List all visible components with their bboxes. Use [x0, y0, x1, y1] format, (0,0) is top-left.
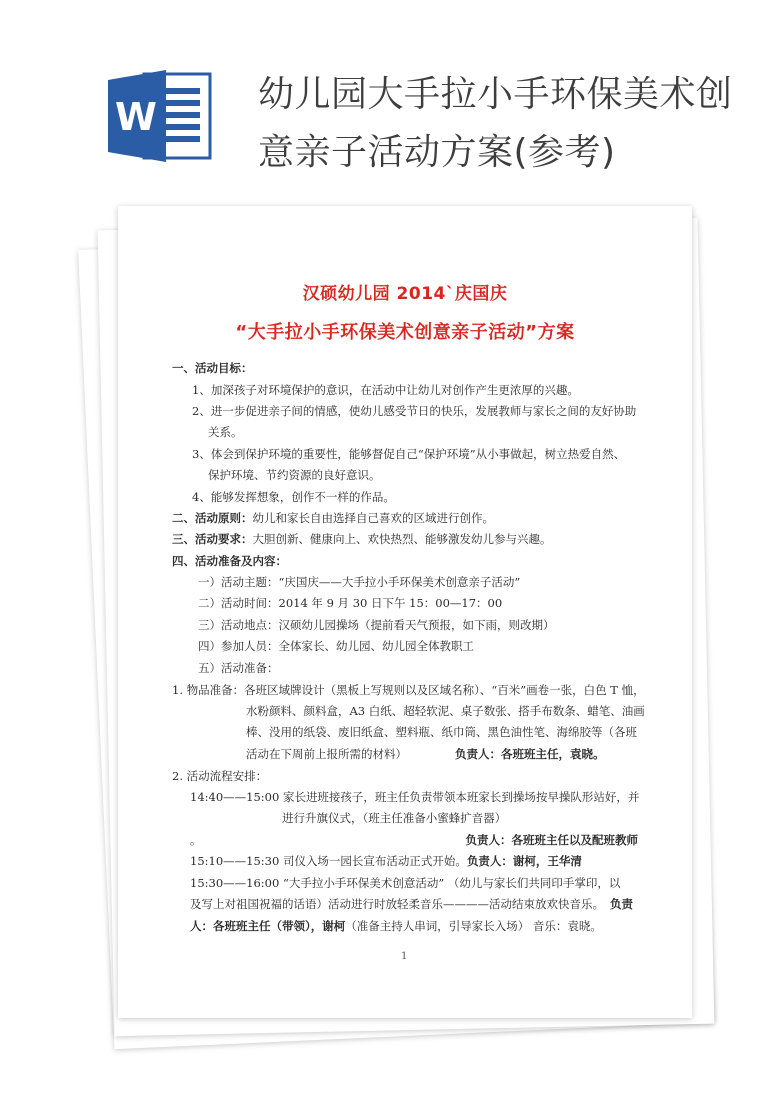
body-line: 进行升旗仪式，（班主任准备小蜜蜂扩音器）: [282, 811, 507, 825]
section-heading: 三、活动要求：: [172, 532, 253, 546]
responsible-person: 负责人：谢柯，王华清: [466, 854, 582, 868]
document-subtitle: “大手拉小手环保美术创意亲子活动”方案: [235, 322, 575, 343]
responsible-person: 负责: [610, 897, 633, 911]
body-line: 二）活动时间：2014 年 9 月 30 日下午 15：00—17：00: [198, 596, 503, 610]
body-line: 2、进一步促进亲子间的情感，使幼儿感受节日的快乐，发展教师与家长之间的友好协助: [192, 404, 637, 418]
body-text: 15:10——15:30 司仪入场一园长宣布活动正式开始。: [190, 854, 467, 868]
svg-text:W: W: [115, 95, 157, 139]
body-line: 1、加深孩子对环境保护的意识，在活动中让幼儿对创作产生更浓厚的兴趣。: [192, 383, 579, 397]
body-line: 关系。: [208, 425, 243, 439]
body-text: 。: [190, 833, 202, 847]
body-line: 3、体会到保护环境的重要性，能够督促自己“保护环境”从小事做起，树立热爱自然、: [192, 447, 626, 461]
responsible-person: 负责人：各班班主任以及配班教师: [465, 833, 638, 847]
body-line: 五）活动准备：: [198, 661, 279, 675]
body-line: 1. 物品准备：各班区域牌设计（黑板上写规则以及区域名称）、“百米”画卷一张，白色 T 恤，: [172, 683, 645, 697]
section-text: 大胆创新、健康向上、欢快热烈、能够激发幼儿参与兴趣。: [252, 532, 552, 546]
body-line: 棒、没用的纸袋、废旧纸盒、塑料瓶、纸巾筒、黑色油性笔、海绵胶等（各班: [246, 725, 637, 739]
body-line: 三）活动地点：汉硕幼儿园操场（提前看天气预报，如下雨，则改期）: [198, 618, 555, 632]
word-document-icon: [106, 68, 214, 164]
body-line: 15:30——16:00 “大手拉小手环保美术创意活动” （幼儿与家长们共同印手掌印，以: [190, 876, 621, 890]
body-text: 活动在下周前上报所需的材料）: [246, 747, 407, 761]
body-line: 一）活动主题：“庆国庆——大手拉小手环保美术创意亲子活动”: [198, 575, 521, 589]
body-line: [246, 744, 605, 765]
page-title: 幼儿园大手拉小手环保美术创意亲子活动方案(参考): [258, 74, 733, 173]
body-line: 水粉颜料、颜料盒，A3 白纸、超轻软泥、桌子数张、搭手布数条、蜡笔、油画: [246, 704, 645, 718]
section-heading: 一、活动目标：: [172, 361, 253, 375]
section-line: [172, 508, 494, 529]
body-line: [190, 830, 638, 851]
body-line: 保护环境、节约资源的良好意识。: [208, 468, 381, 482]
section-heading: 二、活动原则：: [172, 511, 253, 525]
body-line: [190, 851, 582, 872]
section-line: [172, 529, 552, 550]
body-line: [190, 916, 602, 937]
body-line: 4、能够发挥想象，创作不一样的作品。: [192, 490, 395, 504]
section-text: 幼儿和家长自由选择自己喜欢的区域进行创作。: [252, 511, 494, 525]
responsible-person: 人：各班班主任（带领），谢柯: [190, 919, 346, 933]
document-page: [118, 206, 692, 1018]
body-line: 四）参加人员：全体家长、幼儿园、幼儿园全体教职工: [198, 639, 474, 653]
body-line: 2. 活动流程安排：: [172, 769, 268, 783]
page-number: 1: [401, 951, 408, 962]
responsible-person: 负责人：各班班主任，袁晓。: [455, 747, 605, 761]
document-title: 汉硕幼儿园 2014`庆国庆: [302, 284, 508, 304]
body-text: （准备主持人串词，引导家长入场） 音乐：袁晓。: [345, 919, 602, 933]
section-heading: 四、活动准备及内容：: [172, 554, 287, 568]
body-line: [190, 894, 633, 915]
body-line: 14:40——15:00 家长进班接孩子，班主任负责带领本班家长到操场按早操队形站好，并: [190, 790, 640, 804]
body-text: 及写上对祖国祝福的话语）活动进行时放轻柔音乐————活动结束放欢快音乐。: [190, 897, 604, 911]
